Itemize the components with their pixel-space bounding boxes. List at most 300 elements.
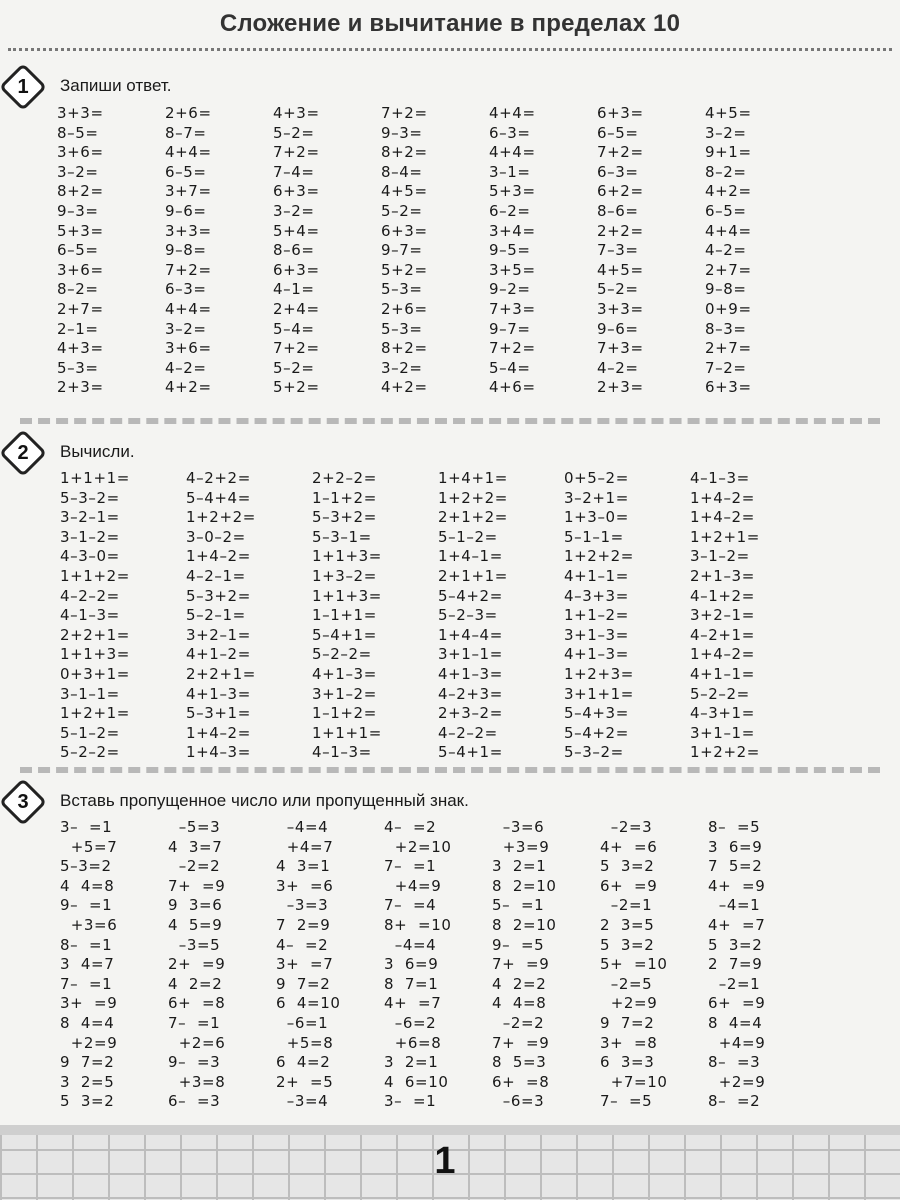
expression-cell: 9–6= [597,319,639,338]
expression-cell: 1+1+2= [60,566,130,585]
footer-edge [0,1125,900,1135]
exercise-2-grid [60,469,816,763]
expression-cell: 1+1+3= [60,645,130,664]
expression-cell: 8–3= [705,319,747,338]
expression-cell: 3–2+1= [564,488,629,507]
exercise3-column [384,818,492,1112]
expression-cell: 1+2+2= [690,743,760,762]
expression-cell: 7–4= [273,162,315,181]
expression-cell: 2+7= [705,339,752,358]
expression-cell: 9 7=2 [600,1013,655,1032]
expression-cell: 4+2= [705,182,752,201]
expression-cell: 5–2= [273,358,315,377]
expression-cell: 1+2+1= [60,704,130,723]
expression-cell: 4+5= [705,104,752,122]
expression-cell: 7+2= [165,260,212,279]
expression-cell: 4–1= [273,280,315,299]
expression-cell: 9–5= [489,241,531,260]
expression-cell: 2+6= [381,299,428,318]
exercise1-column [705,104,813,398]
expression-cell: 6+ =9 [600,876,658,895]
expression-cell: 4 2=2 [168,974,223,993]
expression-cell: 4+4= [165,299,212,318]
expression-cell: 4+2= [381,378,428,397]
expression-cell: 1+4–2= [186,547,251,566]
expression-cell: 2+6= [165,104,212,122]
expression-cell: 3+ =9 [60,994,118,1013]
expression-cell: 3–2–1= [60,508,120,527]
expression-cell: –4=4 [384,935,437,954]
expression-cell: 3– =1 [384,1092,437,1111]
expression-cell: 1+4–4= [438,625,503,644]
expression-cell: 7+2= [381,104,428,122]
expression-cell: 1+4+1= [438,469,508,487]
expression-cell: 0+9= [705,299,752,318]
expression-cell: 5–1–2= [438,527,498,546]
expression-cell: 5–2= [273,123,315,142]
expression-cell: 8+2= [381,339,428,358]
expression-cell: 5–3+2= [312,508,377,527]
expression-cell: 1+4–3= [186,743,251,762]
expression-cell: 4–1–3= [312,743,372,762]
expression-cell: 4+5= [597,260,644,279]
exercise2-column [438,469,564,763]
expression-cell: 5+3= [57,221,104,240]
expression-cell: 9–3= [57,201,99,220]
expression-cell: 2 7=9 [708,955,763,974]
expression-cell: +2=6 [168,1033,226,1052]
title-divider [8,48,892,51]
expression-cell: 7 5=2 [708,857,763,876]
expression-cell: 3+6= [57,260,104,279]
expression-cell: 3 2=5 [60,1072,115,1091]
expression-cell: 5–3= [381,280,423,299]
expression-cell: 9– =1 [60,896,113,915]
expression-cell: 9–8= [705,280,747,299]
expression-cell: 6–5= [597,123,639,142]
exercise2-column [564,469,690,763]
expression-cell: 2+1+2= [438,508,508,527]
expression-cell: 2+3–2= [438,704,503,723]
expression-cell: 3+7= [165,182,212,201]
expression-cell: 2–1= [57,319,99,338]
expression-cell: 1+1+1= [312,723,382,742]
exercise3-column [276,818,384,1112]
expression-cell: 9 7=2 [276,974,331,993]
expression-cell: 7 2=9 [276,915,331,934]
expression-cell: 5–4+3= [564,704,629,723]
expression-cell: 3+3= [57,104,104,122]
expression-cell: 8– =2 [708,1092,761,1111]
expression-cell: +4=9 [708,1033,766,1052]
expression-cell: 8 2=10 [492,876,557,895]
expression-cell: +4=9 [384,876,442,895]
expression-cell: 3+1+1= [564,684,634,703]
expression-cell: 1+4–2= [690,508,755,527]
expression-cell: 4+1–1= [690,664,755,683]
expression-cell: –6=2 [384,1013,437,1032]
expression-cell: 7– =4 [384,896,437,915]
expression-cell: 6– =3 [168,1092,221,1111]
expression-cell: 5–2–2= [690,684,750,703]
expression-cell: 0+5–2= [564,469,629,487]
expression-cell: 4+ =7 [708,915,766,934]
expression-cell: 8–6= [597,201,639,220]
expression-cell: 9–7= [381,241,423,260]
expression-cell: 4+6= [489,378,536,397]
expression-cell: 3–2= [705,123,747,142]
expression-cell: 8 4=4 [60,1013,115,1032]
expression-cell: 7+2= [597,143,644,162]
exercise3-column [168,818,276,1112]
expression-cell: 4+1–1= [564,566,629,585]
expression-cell: 5–1–1= [564,527,624,546]
expression-cell: +2=10 [384,837,452,856]
expression-cell: 3+ =6 [276,876,334,895]
expression-cell: 8– =3 [708,1053,761,1072]
expression-cell: 4–2= [705,241,747,260]
expression-cell: 5–2–3= [438,606,498,625]
expression-cell: 3 4=7 [60,955,115,974]
expression-cell: –3=5 [168,935,221,954]
exercise-3-instruction: Вставь пропущенное число или пропущенный знак. [60,791,469,810]
expression-cell: 3–1= [489,162,531,181]
expression-cell: 6+ =8 [492,1072,550,1091]
expression-cell: 2+1–3= [690,566,755,585]
expression-cell: 2+ =5 [276,1072,334,1091]
expression-cell: 4 3=1 [276,857,331,876]
expression-cell: 5+2= [273,378,320,397]
expression-cell: 6+3= [381,221,428,240]
expression-cell: 1+4–2= [690,645,755,664]
expression-cell: 8+2= [381,143,428,162]
expression-cell: 5+4= [273,221,320,240]
expression-cell: 2+3= [57,378,104,397]
expression-cell: 6–5= [165,162,207,181]
expression-cell: 4–2+2= [186,469,251,487]
expression-cell: 5–3= [381,319,423,338]
expression-cell: 4+ =7 [384,994,442,1013]
expression-cell: 5–2= [597,280,639,299]
expression-cell: 9– =3 [168,1053,221,1072]
expression-cell: 1+3–0= [564,508,629,527]
exercise-1-instruction: Запиши ответ. [60,76,172,95]
expression-cell: 4–2= [165,358,207,377]
exercise3-column [708,818,816,1112]
expression-cell: 1–1+2= [312,704,377,723]
expression-cell: 4+4= [165,143,212,162]
expression-cell: 3+3= [597,299,644,318]
expression-cell: 4–2–1= [186,566,246,585]
expression-cell: 5 3=2 [600,857,655,876]
page-number: 1 [434,1140,456,1182]
expression-cell: 1–1+2= [312,488,377,507]
exercise-3-number: 3 [17,790,29,813]
expression-cell: 9–8= [165,241,207,260]
expression-cell: 7+2= [489,339,536,358]
expression-cell: 2+1+1= [438,566,508,585]
exercise2-column [186,469,312,763]
expression-cell: 5–2–2= [60,743,120,762]
expression-cell: 6 4=10 [276,994,341,1013]
expression-cell: 9+1= [705,143,752,162]
expression-cell: 4+1–3= [564,645,629,664]
expression-cell: 7+2= [273,339,320,358]
expression-cell: 4– =2 [384,818,437,836]
expression-cell: 6–3= [597,162,639,181]
expression-cell: 8–2= [705,162,747,181]
expression-cell: 5 3=2 [60,1092,115,1111]
expression-cell: 9 7=2 [60,1053,115,1072]
expression-cell: 3+2–1= [690,606,755,625]
expression-cell: 4+4= [705,221,752,240]
expression-cell: 5–3–1= [312,527,372,546]
expression-cell: 7– =5 [600,1092,653,1111]
expression-cell: 3+1–3= [564,625,629,644]
expression-cell: 6+ =9 [708,994,766,1013]
expression-cell: –2=2 [492,1013,545,1032]
expression-cell: 4+1–3= [186,684,251,703]
expression-cell: 6 4=2 [276,1053,331,1072]
expression-cell: 8 4=4 [708,1013,763,1032]
expression-cell: 4+1–3= [438,664,503,683]
expression-cell: 6 3=3 [600,1053,655,1072]
expression-cell: 4+1–3= [312,664,377,683]
expression-cell: 1+1+3= [312,547,382,566]
expression-cell: 1+1–2= [564,606,629,625]
expression-cell: 2+2–2= [312,469,377,487]
expression-cell: 3–2= [165,319,207,338]
expression-cell: 3+6= [57,143,104,162]
exercise-2-instruction: Вычисли. [60,442,135,461]
expression-cell: 4– =2 [276,935,329,954]
expression-cell: 2+ =9 [168,955,226,974]
expression-cell: 5+2= [381,260,428,279]
expression-cell: 4 6=10 [384,1072,449,1091]
exercise-2-number: 2 [17,441,29,464]
expression-cell: –4=1 [708,896,761,915]
expression-cell: 5–2–2= [312,645,372,664]
expression-cell: 6–3= [165,280,207,299]
expression-cell: 3–1–1= [60,684,120,703]
expression-cell: +5=8 [276,1033,334,1052]
expression-cell: 2+2+1= [186,664,256,683]
expression-cell: 5+3= [489,182,536,201]
expression-cell: 8 2=10 [492,915,557,934]
expression-cell: 6+ =8 [168,994,226,1013]
exercise3-column [600,818,708,1112]
expression-cell: 1+4–2= [690,488,755,507]
expression-cell: 3–2= [57,162,99,181]
section-divider [20,767,880,773]
expression-cell: 8–5= [57,123,99,142]
expression-cell: 1+2+3= [564,664,634,683]
expression-cell: 4+ =6 [600,837,658,856]
expression-cell: 1+2+2= [186,508,256,527]
expression-cell: 7+ =9 [168,876,226,895]
expression-cell: 6–2= [489,201,531,220]
expression-cell: 4+3= [273,104,320,122]
expression-cell: 3+4= [489,221,536,240]
expression-cell: 7+3= [597,339,644,358]
expression-cell: 8 7=1 [384,974,439,993]
expression-cell: –3=4 [276,1092,329,1111]
expression-cell: 4+4= [489,143,536,162]
expression-cell: +5=7 [60,837,118,856]
expression-cell: 4+4= [489,104,536,122]
expression-cell: 1+2+2= [438,488,508,507]
page-title: Сложение и вычитание в пределах 10 [219,10,681,37]
exercise-1-grid [57,104,813,398]
expression-cell: 4–2–2= [438,723,498,742]
expression-cell: 4–2+3= [438,684,503,703]
expression-cell: 8–2= [57,280,99,299]
exercise2-column [60,469,186,763]
expression-cell: 4–2= [597,358,639,377]
expression-cell: +2=9 [600,994,658,1013]
expression-cell: 3–1–2= [690,547,750,566]
expression-cell: 6+3= [273,260,320,279]
expression-cell: 9–3= [381,123,423,142]
expression-cell: 4 4=8 [492,994,547,1013]
expression-cell: 3+1–1= [438,645,503,664]
expression-cell: 2 3=5 [600,915,655,934]
expression-cell: 5–3–2= [60,488,120,507]
expression-cell: 8 5=3 [492,1053,547,1072]
expression-cell: 7–3= [597,241,639,260]
expression-cell: 4–3+3= [564,586,629,605]
expression-cell: 2+7= [57,299,104,318]
expression-cell: 3–0–2= [186,527,246,546]
expression-cell: 5–4= [273,319,315,338]
expression-cell: 4 3=7 [168,837,223,856]
expression-cell: 5–3+1= [186,704,251,723]
expression-cell: 1+4–1= [438,547,503,566]
expression-cell: 6+3= [597,104,644,122]
expression-cell: –3=6 [492,818,545,836]
expression-cell: 8– =1 [60,935,113,954]
expression-cell: 4 2=2 [492,974,547,993]
expression-cell: 5–4+2= [564,723,629,742]
exercise1-column [165,104,273,398]
exercise1-column [381,104,489,398]
expression-cell: 2+3= [597,378,644,397]
expression-cell: 5–3+2= [186,586,251,605]
expression-cell: –4=4 [276,818,329,836]
expression-cell: 4–1–3= [60,606,120,625]
expression-cell: 1+1+1= [60,469,130,487]
expression-cell: 6–3= [489,123,531,142]
expression-cell: +6=8 [384,1033,442,1052]
expression-cell: 5–4+2= [438,586,503,605]
expression-cell: 5–3= [57,358,99,377]
expression-cell: 5–3–2= [564,743,624,762]
expression-cell: 1+1+3= [312,586,382,605]
expression-cell: 6–5= [705,201,747,220]
expression-cell: +3=8 [168,1072,226,1091]
expression-cell: 4+5= [381,182,428,201]
expression-cell: 3+3= [165,221,212,240]
expression-cell: 6+2= [597,182,644,201]
expression-cell: 7+3= [489,299,536,318]
section-divider [20,418,880,424]
expression-cell: 4+ =9 [708,876,766,895]
expression-cell: 5– =1 [492,896,545,915]
expression-cell: 3–1–2= [60,527,120,546]
expression-cell: 5–3=2 [60,857,112,876]
expression-cell: 6+3= [705,378,752,397]
expression-cell: 1+3–2= [312,566,377,585]
expression-cell: 3+1–2= [312,684,377,703]
expression-cell: 3+ =8 [600,1033,658,1052]
expression-cell: 1+2+1= [690,527,760,546]
expression-cell: –2=3 [600,818,653,836]
expression-cell: 5–2–1= [186,606,246,625]
expression-cell: 2+7= [705,260,752,279]
expression-cell: 9–2= [489,280,531,299]
exercise1-column [57,104,165,398]
expression-cell: 4–2+1= [690,625,755,644]
exercise1-column [597,104,705,398]
expression-cell: 7–2= [705,358,747,377]
expression-cell: 2+2+1= [60,625,130,644]
expression-cell: 3– =1 [60,818,113,836]
expression-cell: 3 2=1 [384,1053,439,1072]
expression-cell: 4–1–3= [690,469,750,487]
expression-cell: 7– =1 [60,974,113,993]
expression-cell: 2+2= [597,221,644,240]
expression-cell: 3+1–1= [690,723,755,742]
expression-cell: 5 3=2 [708,935,763,954]
expression-cell: 0+3+1= [60,664,130,683]
expression-cell: +3=9 [492,837,550,856]
expression-cell: –6=1 [276,1013,329,1032]
expression-cell: 9–7= [489,319,531,338]
expression-cell: 5–4+1= [312,625,377,644]
expression-cell: 4–3–0= [60,547,120,566]
expression-cell: 5–2= [381,201,423,220]
expression-cell: –3=3 [276,896,329,915]
expression-cell: 5–4= [489,358,531,377]
expression-cell: 3–2= [273,201,315,220]
expression-cell: 9–6= [165,201,207,220]
exercise-1-number: 1 [17,75,29,98]
expression-cell: 4–2–2= [60,586,120,605]
expression-cell: 2+4= [273,299,320,318]
expression-cell: 6+3= [273,182,320,201]
expression-cell: 4+2= [165,378,212,397]
expression-cell: 4–1+2= [690,586,755,605]
exercise1-column [273,104,381,398]
expression-cell: 7+2= [273,143,320,162]
expression-cell: 8–7= [165,123,207,142]
expression-cell: 5–1–2= [60,723,120,742]
expression-cell: 7+ =9 [492,1033,550,1052]
expression-cell: 5+ =10 [600,955,668,974]
expression-cell: 3+ =7 [276,955,334,974]
expression-cell: +3=6 [60,915,118,934]
expression-cell: –2=5 [600,974,653,993]
expression-cell: 8–6= [273,241,315,260]
exercise1-column [489,104,597,398]
exercise-3-grid [60,818,816,1112]
expression-cell: 9– =5 [492,935,545,954]
expression-cell: 4+1–2= [186,645,251,664]
exercise2-column [690,469,816,763]
exercise3-column [60,818,168,1112]
expression-cell: 3+6= [165,339,212,358]
expression-cell: 8– =5 [708,818,761,836]
